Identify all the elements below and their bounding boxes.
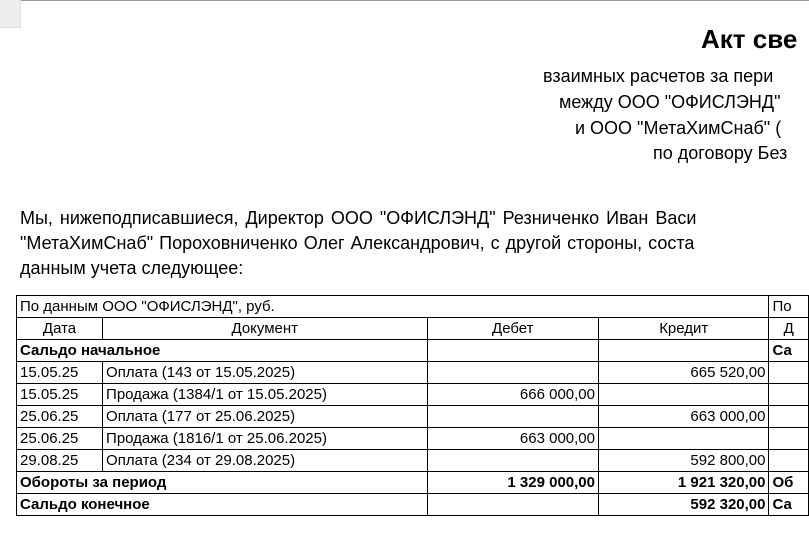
opening-balance-label: Сальдо начальное [17, 340, 428, 362]
left-section-header: По данным ООО "ОФИСЛЭНД", руб. [17, 296, 769, 318]
row-right [769, 384, 809, 406]
reconciliation-table [16, 295, 809, 516]
intro-paragraph [20, 206, 696, 281]
window-top-border [0, 0, 809, 1]
turnover-right: Об [769, 472, 809, 494]
row-debit: 666 000,00 [427, 384, 598, 406]
subtitle-line-2: между ООО "ОФИСЛЭНД" [559, 92, 781, 112]
subtitle-line-4: по договору Без [653, 143, 788, 163]
row-credit [599, 384, 769, 406]
row-debit [427, 406, 598, 428]
row-document: Оплата (177 от 25.06.2025) [103, 406, 428, 428]
subtitle-line-3: и ООО "МетаХимСнаб" ( [575, 118, 782, 138]
opening-balance-debit [427, 340, 598, 362]
table-row [17, 384, 809, 406]
right-section-header: По [769, 296, 809, 318]
row-credit: 663 000,00 [599, 406, 769, 428]
table-row [17, 406, 809, 428]
table-row [17, 362, 809, 384]
closing-balance-label: Сальдо конечное [17, 494, 428, 516]
row-date: 29.08.25 [17, 450, 103, 472]
table-row [17, 450, 809, 472]
row-right [769, 428, 809, 450]
col-header-debit: Дебет [427, 318, 598, 340]
table-section-header-row [17, 296, 809, 318]
row-debit [427, 362, 598, 384]
closing-balance-right: Са [769, 494, 809, 516]
corner-cell [0, 0, 21, 28]
row-right [769, 450, 809, 472]
closing-balance-row [17, 494, 809, 516]
row-document: Продажа (1384/1 от 15.05.2025) [103, 384, 428, 406]
subtitle-line-1: взаимных расчетов за пери [543, 66, 774, 86]
row-debit: 663 000,00 [427, 428, 598, 450]
opening-balance-right: Са [769, 340, 809, 362]
col-header-right-date: Д [769, 318, 809, 340]
intro-line-3: данным учета следующее: [20, 258, 244, 278]
row-document: Оплата (143 от 15.05.2025) [103, 362, 428, 384]
row-date: 25.06.25 [17, 406, 103, 428]
row-document: Продажа (1816/1 от 25.06.2025) [103, 428, 428, 450]
opening-balance-credit [599, 340, 769, 362]
intro-line-2: "МетаХимСнаб" Пороховниченко Олег Александрович, с другой стороны, соста [20, 233, 695, 253]
turnover-debit: 1 329 000,00 [427, 472, 598, 494]
row-credit: 665 520,00 [599, 362, 769, 384]
row-credit [599, 428, 769, 450]
intro-line-1: Мы, нижеподписавшиеся, Директор ООО "ОФИСЛЭНД" Резниченко Иван Васи [20, 208, 697, 228]
row-document: Оплата (234 от 29.08.2025) [103, 450, 428, 472]
row-right [769, 406, 809, 428]
turnover-row [17, 472, 809, 494]
table-column-header-row [17, 318, 809, 340]
closing-balance-credit: 592 320,00 [599, 494, 769, 516]
col-header-date: Дата [17, 318, 103, 340]
row-date: 25.06.25 [17, 428, 103, 450]
turnover-credit: 1 921 320,00 [599, 472, 769, 494]
row-debit [427, 450, 598, 472]
document-title: Акт све [701, 24, 798, 54]
col-header-credit: Кредит [599, 318, 769, 340]
table-row [17, 428, 809, 450]
row-credit: 592 800,00 [599, 450, 769, 472]
closing-balance-debit [427, 494, 598, 516]
opening-balance-row [17, 340, 809, 362]
col-header-document: Документ [103, 318, 428, 340]
turnover-label: Обороты за период [17, 472, 428, 494]
row-right [769, 362, 809, 384]
row-date: 15.05.25 [17, 362, 103, 384]
row-date: 15.05.25 [17, 384, 103, 406]
